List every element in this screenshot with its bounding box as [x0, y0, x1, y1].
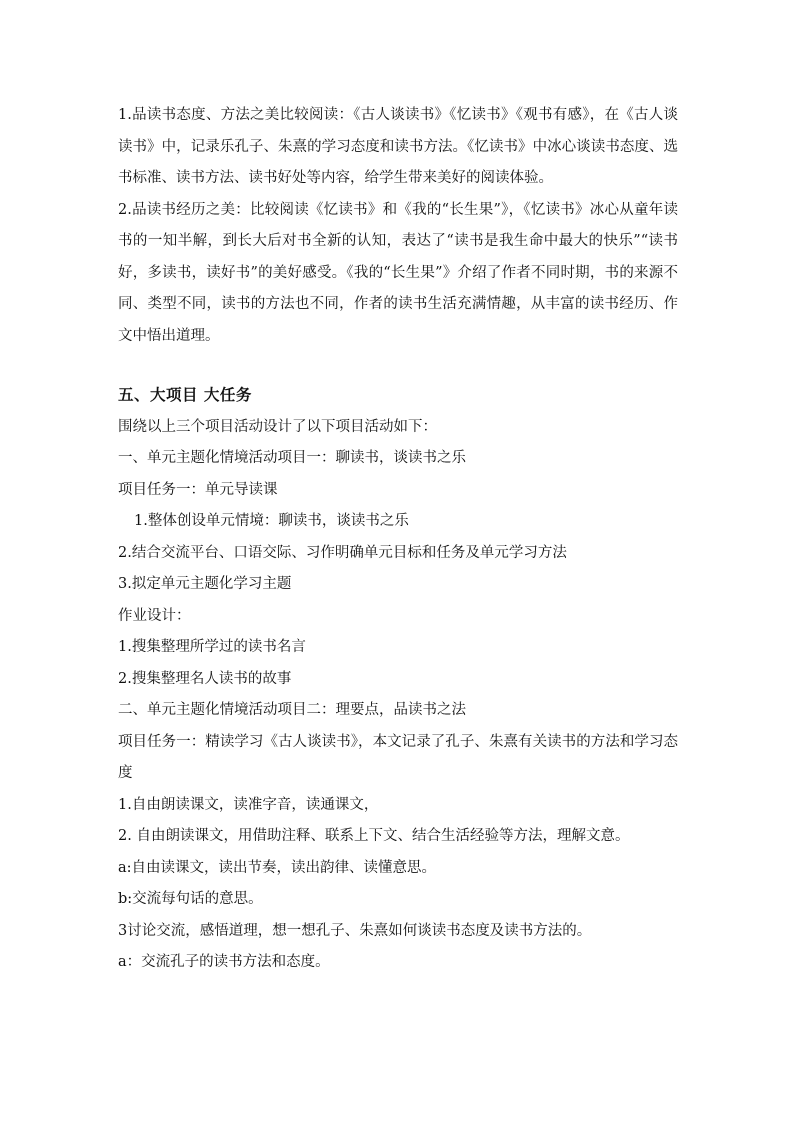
list-item: 3讨论交流，感悟道理，想一想孔子、朱熹如何谈读书态度及读书方法的。 [118, 922, 592, 939]
list-item: 2. 自由朗读课文，用借助注释、联系上下文、结合生活经验等方法，理解文意。 [118, 828, 630, 844]
list-item: 1.搜集整理所学过的读书名言 [118, 639, 306, 655]
homework-label: 作业设计： [118, 607, 191, 624]
project-task-one: 项目任务一：单元导读课 [118, 481, 278, 498]
section-heading: 五、大项目 大任务 [118, 386, 252, 404]
list-item: 2.搜集整理名人读书的故事 [118, 670, 292, 687]
list-item: 3.拟定单元主题化学习主题 [118, 576, 292, 592]
document-body [118, 100, 678, 979]
paragraph-reading-attitude: 1.品读书态度、方法之美比较阅读：《古人谈读书》《忆读书》《观书有感》，在《古人谈读书》中，记录乐孔子、朱熹的学习态度和读书方法。《忆读书》中冰心谈读书态度、选书标准、读书方法、读书好处等内容，给学生带来美好的阅读体验。 [118, 107, 678, 186]
project-one-title: 一、单元主题化情境活动项目一：聊读书，谈读书之乐 [118, 450, 466, 466]
list-item: 1.整体创设单元情境：聊读书，谈读书之乐 [134, 513, 409, 529]
task-paragraph: 项目任务一：精读学习《古人谈读书》，本文记录了孔子、朱熹有关读书的方法和学习态度 [118, 733, 678, 781]
intro-line: 围绕以上三个项目活动设计了以下项目活动如下： [118, 418, 437, 435]
paragraph-reading-experience: 2.品读书经历之美：比较阅读《忆读书》和《我的“长生果”》，《忆读书》冰心从童年读书的一知半解，到长大后对书全新的认知，表达了“读书是我生命中最大的快乐”“读书好，多读书，读好书”的美好感受。《我的“长生果”》介绍了作者不同时期，书的来源不同、类型不同，读书的方法也不同，作者的读书生活充满情趣，从丰富的读书经历、作文中悟出道理。 [118, 201, 678, 344]
list-item: a：交流孔子的读书方法和态度。 [118, 954, 330, 970]
list-item: b:交流每句话的意思。 [118, 891, 263, 907]
list-item: 1.自由朗读课文，读准字音，读通课文， [118, 796, 379, 813]
list-item: a:自由读课文，读出节奏，读出韵律、读懂意思。 [118, 859, 437, 876]
section-gap [118, 352, 678, 380]
list-item: 2.结合交流平台、口语交际、习作明确单元目标和任务及单元学习方法 [118, 544, 567, 561]
project-two-title: 二、单元主题化情境活动项目二：理要点，品读书之法 [118, 702, 466, 718]
